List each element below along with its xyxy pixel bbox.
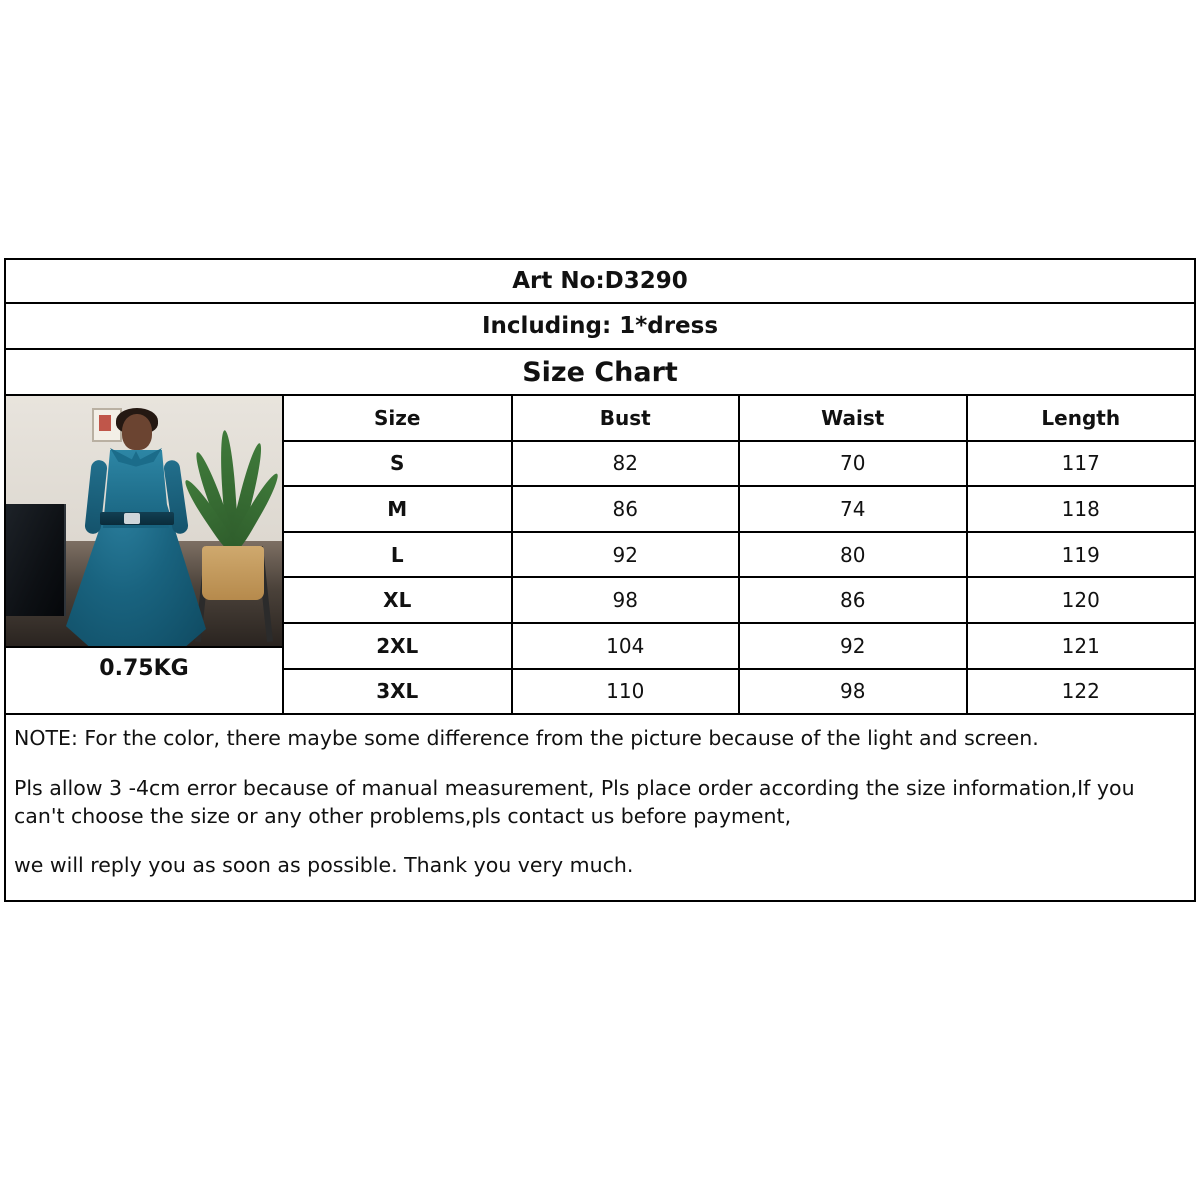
including-text: Including: 1*dress [481, 312, 719, 339]
cell-length: 118 [967, 486, 1195, 532]
including-row [6, 304, 1194, 350]
cell-waist: 86 [739, 577, 967, 623]
cell-waist: 70 [739, 441, 967, 487]
cell-length: 120 [967, 577, 1195, 623]
table-row [284, 623, 1194, 669]
table-row [284, 577, 1194, 623]
cell-length: 119 [967, 532, 1195, 578]
cell-size: L [284, 532, 512, 578]
size-chart-sheet [4, 258, 1196, 902]
weight-cell [6, 646, 282, 688]
art-no-text: Art No:D3290 [512, 267, 688, 294]
art-no-row [6, 260, 1194, 304]
product-photo [6, 396, 282, 646]
cell-size: 2XL [284, 623, 512, 669]
cell-bust: 92 [512, 532, 740, 578]
size-table [284, 396, 1194, 713]
chart-body [6, 396, 1194, 713]
column-header-bust: Bust [512, 396, 740, 441]
cell-length: 117 [967, 441, 1195, 487]
photo-tv [6, 504, 66, 616]
photo-plant-pot [202, 546, 264, 600]
table-row [284, 486, 1194, 532]
photo-model-dress [66, 408, 206, 646]
column-header-length: Length [967, 396, 1195, 441]
column-header-waist: Waist [739, 396, 967, 441]
photo-column [6, 396, 284, 713]
cell-length: 121 [967, 623, 1195, 669]
cell-size: 3XL [284, 669, 512, 714]
cell-waist: 80 [739, 532, 967, 578]
note-reply: we will reply you as soon as possible. Thank you very much. [14, 853, 634, 878]
page-title: Size Chart [522, 356, 678, 388]
column-header-size: Size [284, 396, 512, 441]
cell-bust: 110 [512, 669, 740, 714]
cell-bust: 86 [512, 486, 740, 532]
cell-size: XL [284, 577, 512, 623]
cell-waist: 98 [739, 669, 967, 714]
cell-waist: 74 [739, 486, 967, 532]
table-row [284, 441, 1194, 487]
table-row [284, 669, 1194, 714]
table-row [284, 532, 1194, 578]
cell-length: 122 [1061, 679, 1100, 704]
cell-bust: 98 [512, 577, 740, 623]
notes-section [6, 713, 1194, 900]
weight-label: 0.75KG [99, 655, 189, 681]
cell-size: S [284, 441, 512, 487]
cell-bust: 104 [512, 623, 740, 669]
note-measurement: Pls allow 3 -4cm error because of manual measurement, Pls place order according the size information,If you can't choose the size or any other problems,pls contact us before payment, [14, 775, 1135, 828]
cell-waist: 92 [739, 623, 967, 669]
cell-bust: 82 [512, 441, 740, 487]
size-chart-title-row [6, 350, 1194, 396]
table-header-row [284, 396, 1194, 441]
photo-plant-leaves [202, 424, 264, 550]
note-color: NOTE: For the color, there maybe some difference from the picture because of the light and screen. [14, 726, 1039, 751]
cell-size: M [284, 486, 512, 532]
